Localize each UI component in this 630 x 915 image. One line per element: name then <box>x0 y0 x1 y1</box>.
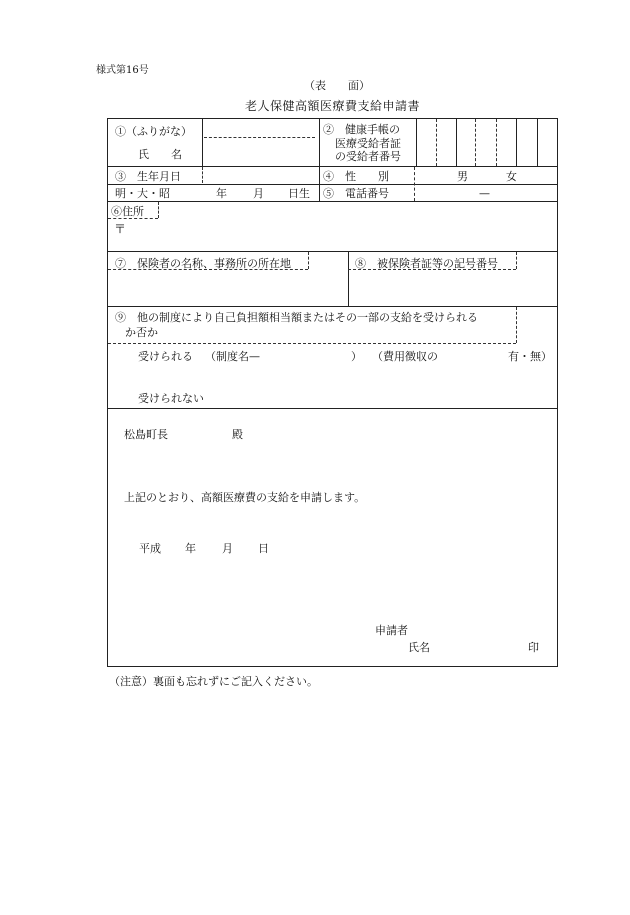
can-receive-label: 受けられる <box>138 350 193 363</box>
insurer-label-dashed <box>308 252 309 269</box>
address-label-dashed-bottom <box>108 218 158 219</box>
form-number: 様式第16号 <box>96 65 149 76</box>
system-name-label: （制度名— <box>205 350 260 363</box>
side-label: （表 面） <box>304 79 370 92</box>
insurer-divider <box>348 251 349 306</box>
birth-era: 明・大・昭 <box>115 187 170 200</box>
date-day: 日 <box>258 542 269 555</box>
phone-label: ⑤ 電話番号 <box>323 187 389 200</box>
birth-label-dashed <box>202 167 203 183</box>
question-dashed-bottom <box>108 343 516 344</box>
row-divider-4 <box>108 306 557 307</box>
insured-label-dashed-bottom <box>348 269 516 270</box>
other-system-question-2: か否か <box>125 326 158 339</box>
name-label: 氏 名 <box>138 148 182 161</box>
phone-dash: — <box>479 187 490 200</box>
postal-mark: 〒 <box>114 222 127 236</box>
application-form <box>107 118 558 667</box>
digit-box-divider <box>456 119 457 166</box>
sex-label: ④ 性 別 <box>323 170 389 183</box>
date-year: 年 <box>185 542 196 555</box>
system-name-close: ） <box>351 350 362 363</box>
address-label-dashed <box>158 202 159 218</box>
sex-male: 男 <box>457 170 468 183</box>
row-divider-2 <box>108 201 557 202</box>
digit-box-divider <box>516 119 517 166</box>
addressee-honorific: 殿 <box>232 428 243 441</box>
birth-month: 月 <box>253 187 264 200</box>
footer-note: （注意）裏面も忘れずにご記入ください。 <box>109 675 318 688</box>
fee-collection-label: （費用徴収の <box>372 350 438 363</box>
insurer-label: ⑦ 保険者の名称、事務所の所在地 <box>115 257 291 270</box>
applicant-name-label: 氏名 <box>408 641 430 654</box>
cert-number-divider <box>416 119 417 166</box>
address-label: ⑥住所 <box>111 205 144 218</box>
digit-box-divider <box>436 119 437 166</box>
birth-year: 年 <box>216 187 227 200</box>
digit-box-divider <box>537 119 538 166</box>
applicant-label: 申請者 <box>375 624 408 637</box>
page-title: 老人保健高額医療費支給申請書 <box>245 99 421 113</box>
cert-label-3: の受給者番号 <box>335 150 401 163</box>
addressee: 松島町長 <box>124 428 168 441</box>
insured-number-label: ⑧ 被保険者証等の記号番号 <box>355 257 498 270</box>
row-divider-3 <box>108 251 557 252</box>
sex-phone-dashed <box>414 167 415 201</box>
other-system-question-1: ⑨ 他の制度により自己負担額相当額またはその一部の支給を受けられる <box>115 311 478 324</box>
digit-box-divider <box>475 119 476 166</box>
row1-divider-a <box>202 119 203 166</box>
col-divider-mid <box>319 119 320 201</box>
seal-label: 印 <box>528 641 539 654</box>
insurer-label-dashed-bottom <box>108 269 308 270</box>
question-dashed-right <box>516 307 517 343</box>
row2-mid-line <box>108 184 557 185</box>
application-statement: 上記のとおり、高額医療費の支給を申請します。 <box>124 491 366 504</box>
sex-female: 女 <box>506 170 517 183</box>
cert-label-1: ② 健康手帳の <box>323 123 400 136</box>
furigana-dashed-line <box>204 137 315 138</box>
row-divider-5 <box>108 408 557 409</box>
fee-yes-no: 有・無） <box>508 350 552 363</box>
row-divider-1 <box>108 166 557 167</box>
digit-box-divider <box>496 119 497 166</box>
birth-label: ③ 生年月日 <box>115 170 181 183</box>
date-month: 月 <box>222 542 233 555</box>
insured-label-dashed <box>516 252 517 269</box>
cert-label-2: 医療受給者証 <box>335 137 401 150</box>
cannot-receive-label: 受けられない <box>138 392 204 405</box>
furigana-label: ①（ふりがな） <box>115 125 192 138</box>
date-era: 平成 <box>139 542 161 555</box>
birth-day: 日生 <box>288 187 310 200</box>
